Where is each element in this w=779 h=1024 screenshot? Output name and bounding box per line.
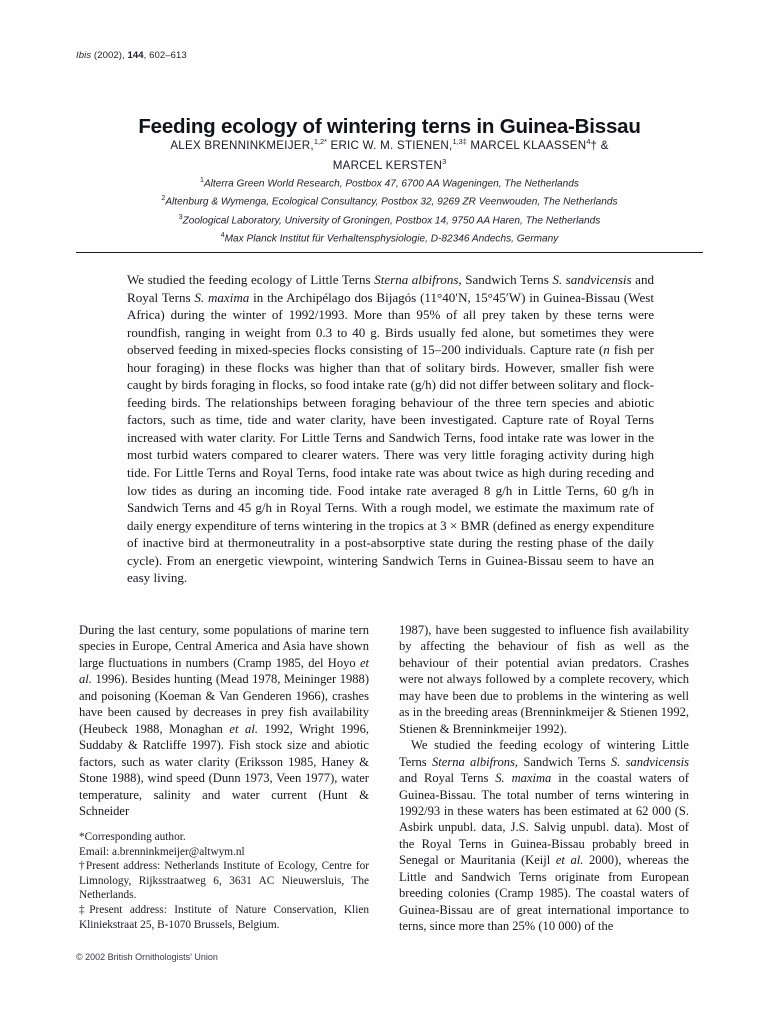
author-name-1: ALEX BRENNINKMEIJER, xyxy=(170,138,314,152)
abstract-text-3: and Royal Terns xyxy=(127,272,655,305)
affiliation-text: Alterra Green World Research, Postbox 47, 6700 AA Wageningen, The Netherlands xyxy=(203,178,579,190)
author-name-2: ERIC W. M. STIENEN, xyxy=(326,138,453,152)
affiliation-text: Zoological Laboratory, University of Groningen, Postbox 14, 9750 AA Haren, The Netherlands xyxy=(182,215,601,227)
species-name-sterna-albifrons: Sterna albifrons xyxy=(374,272,459,287)
header-divider xyxy=(76,252,703,253)
body-paragraph: 1987), have been suggested to influence fish availability by affecting the behaviour of fish as well as the behaviour of their potential avian predators. Crashes were not always followed by a complete recovery, which may have been due to problems in the wintering as well as in the breeding areas (Brenninkmeijer & Stienen 1992, Stienen & Brenninkmeijer 1992). xyxy=(399,623,689,736)
abstract-italic-n: n xyxy=(603,342,610,358)
footnote-present-address-ddagger: ‡Present address: Institute of Nature Conservation, Klien Kliniekstraat 25, B-1070 Brussels, Belgium. xyxy=(79,903,369,931)
affiliation-item xyxy=(60,173,719,191)
paragraph-text: 2000), whereas the Little and Sandwich Terns originate from European breeding colonies (Cramp 1985). The coastal waters of Guinea-Bissau are of great international importance to terns, since more than 25% (10 000) of the xyxy=(399,853,689,934)
affiliation-item xyxy=(60,228,719,246)
abstract xyxy=(127,271,654,587)
footnote-present-address-dagger: †Present address: Netherlands Institute of Ecology, Centre for Limnology, Rijksstraatweg 6, 3631 AC Nieuwersluis, The Netherlands. xyxy=(79,860,369,902)
abstract-text-4: in the Archipélago dos Bijagós (11°40′N, 15°45′W) in Guinea-Bissau (West Africa) during the winter of 1992/1993. More than 95% of all prey taken by these terns were roundfish, ranging in weight from 0.3 to 40 g. Birds usually fed alone, but sometimes they were observed feeding in mixed-species flocks consisting of 15–200 individuals. Capture rate ( xyxy=(127,289,654,358)
species-name-s-maxima: S. maxima xyxy=(495,771,552,786)
body-column-left xyxy=(79,622,369,819)
author-list xyxy=(95,134,684,175)
species-name-s-sandvicensis: S. sandvicensis xyxy=(552,272,632,287)
paragraph-text: 1992, Wright 1996, Suddaby & Ratcliffe 1997). Fish stock size and abiotic factors, such as water clarity (Eriksson 1985, Haney & Stone 1988), wind speed (Dunn 1973, Veen 1977), water temperature, salinity and water current (Hunt & Schneider xyxy=(79,721,369,818)
affiliation-marker: 1 xyxy=(200,177,204,184)
species-name-sterna-albifrons: Sterna albifrons xyxy=(432,754,515,769)
journal-pages: , 602–613 xyxy=(143,50,187,61)
et-al-italic: et al. xyxy=(229,721,258,736)
body-paragraph xyxy=(399,737,689,934)
species-name-s-sandvicensis: S. sandvicensis xyxy=(610,754,690,769)
paragraph-text: in the coastal waters of Guinea-Bissau. The total number of terns wintering in 1992/93 in these waters has been estimated at 62 000 (S. Asbirk unpubl. data, J.S. Salvig unpubl. data). Most of the Royal Terns in Guinea-Bissau probably breed in Senegal or Mauritania (Keijl xyxy=(399,771,689,868)
author-name-3: MARCEL KLAASSEN xyxy=(466,138,587,152)
affiliation-marker: 4 xyxy=(220,232,225,240)
affiliation-list xyxy=(60,173,719,247)
affiliation-item xyxy=(60,191,719,209)
author-affil-marker-4: 3 xyxy=(442,157,447,167)
journal-name: Ibis xyxy=(76,50,92,61)
footnote-block xyxy=(79,830,369,932)
paragraph-text: We studied the feeding ecology of wintering Little Terns xyxy=(399,738,689,769)
paragraph-text: 1996). Besides hunting (Mead 1978, Meininger 1988) and poisoning (Koeman & Van Genderen 1966), crashes have been caused by decreases in prey fish availability (Heubeck 1988, Monaghan xyxy=(79,672,369,736)
paragraph-text: , Sandwich Terns xyxy=(514,754,611,769)
body-column-right xyxy=(399,622,689,935)
affiliation-item xyxy=(60,210,719,228)
affiliation-text: Max Planck Institut für Verhaltensphysiologie, D-82346 Andechs, Germany xyxy=(224,233,559,245)
species-name-s-maxima: S. maxima xyxy=(194,289,250,305)
author-affil-marker-3: 4 xyxy=(586,137,591,146)
affiliation-marker: 2 xyxy=(161,195,166,203)
affiliation-marker: 3 xyxy=(178,213,183,221)
affiliation-text: Altenburg & Wymenga, Ecological Consultancy, Postbox 32, 9269 ZR Veenwouden, The Netherlands xyxy=(165,196,618,208)
body-paragraph xyxy=(79,622,369,819)
author-name-4: MARCEL KERSTEN xyxy=(332,159,443,173)
journal-volume: 144 xyxy=(127,50,144,61)
footnote-corresponding-author: *Corresponding author. xyxy=(79,831,186,843)
abstract-text-2: , Sandwich Terns xyxy=(458,272,553,287)
copyright-notice: © 2002 British Ornithologists’ Union xyxy=(76,952,218,962)
author-dagger-3: † & xyxy=(590,138,609,152)
author-affil-marker-1: 1,2* xyxy=(313,137,327,146)
author-affil-marker-2: 1,3‡ xyxy=(452,137,467,146)
paragraph-text: During the last century, some populations of marine tern species in Europe, Central America and Asia have shown large fluctuations in numbers (Cramp 1985, del Hoyo xyxy=(79,623,369,670)
journal-year: (2002), xyxy=(91,50,128,61)
abstract-text-5: fish per hour foraging) in these flocks was higher than that of solitary birds. However, smaller fish were caught by birds foraging in flocks, so food intake rate (g/h) did not differ between solitary and flock-feeding birds. The relationships between foraging behaviour of the three tern species and abiotic factors, such as time, tide and water clarity, have been investigated. Capture rate of Royal Terns increased with water clarity. For Little Terns and Sandwich Terns, food intake rate was lower in the most turbid waters compared to clearer waters. There was very little foraging activity during high tide. For Little Terns and Royal Terns, food intake rate was about twice as high during receding and low tides as during an incoming tide. Food intake rate averaged 8 g/h in Little Terns, 60 g/h in Sandwich Terns and 45 g/h in Royal Terns. With a rough model, we estimate the maximum rate of daily energy expenditure of terns wintering in the tropics at 3 × BMR (defined as energy expenditure of inactive bird at thermoneutrality in a post-absorptive state during the resting phase of the daily cycle). From an energetic viewpoint, wintering Sandwich Terns in Guinea-Bissau seem to have an easy living. xyxy=(127,342,654,586)
et-al-italic: et al. xyxy=(79,655,369,687)
abstract-text-1: We studied the feeding ecology of Little Terns xyxy=(127,272,375,287)
page-title: Feeding ecology of wintering terns in Guinea-Bissau xyxy=(138,114,641,138)
et-al-italic: et al. xyxy=(555,853,584,868)
footnote-email[interactable]: Email: a.brenninkmeijer@altwym.nl xyxy=(79,845,245,858)
paragraph-text: and Royal Terns xyxy=(399,771,496,786)
running-head xyxy=(76,50,187,61)
